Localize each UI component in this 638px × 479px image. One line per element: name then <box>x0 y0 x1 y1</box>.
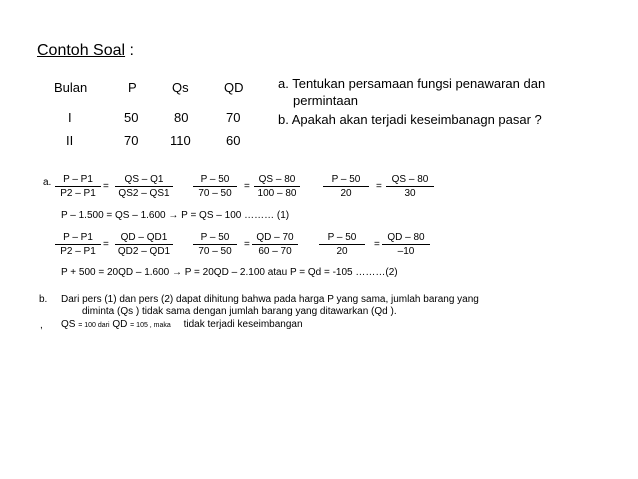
equals-sign: = <box>103 239 109 250</box>
title-colon: : <box>125 42 134 59</box>
title-label: Contoh Soal <box>37 42 126 59</box>
solution-b-line2: diminta (Qs ) tidak sama dengan jumlah barang yang ditawarkan (Qd ). <box>82 306 397 317</box>
conclusion-mid: = 100 dari <box>78 322 110 329</box>
table-cell: 60 <box>226 133 241 148</box>
conclusion-mid2: = 105 , maka <box>130 322 171 329</box>
solution-b-line1: Dari pers (1) dan pers (2) dapat dihitung bahwa pada harga P yang sama, jumlah barang yang <box>61 294 479 305</box>
supply-fraction-2: $\frac{QS - Q1}{QS2 - QS1}$ <box>115 174 173 199</box>
page-title <box>37 42 134 60</box>
conclusion-line <box>61 319 303 330</box>
demand-fraction-4: $\frac{QD - 70}{60 - 70}$ <box>252 232 298 257</box>
table-header-qd: QD <box>224 80 244 95</box>
demand-fraction-1: $\frac{P - P1}{P2 - P1}$ <box>55 232 101 257</box>
demand-fraction-2: $\frac{QD - QD1}{QD2 - QD1}$ <box>115 232 173 257</box>
table-cell: 70 <box>124 133 139 148</box>
demand-result: P + 500 = 20QD – 1.600 → P = 20QD – 2.100 atau P = Qd = -105 ………(2) <box>61 267 398 278</box>
conclusion-end: tidak terjadi keseimbangan <box>183 319 303 330</box>
supply-fraction-5: $\frac{P - 50}{20}$ <box>323 174 369 199</box>
table-cell: 80 <box>174 110 189 125</box>
demand-fraction-5: $\frac{P - 50}{20}$ <box>319 232 365 257</box>
demand-fraction-3: $\frac{P - 50}{70 - 50}$ <box>193 232 237 257</box>
equals-sign: = <box>376 181 382 192</box>
equals-sign: = <box>244 181 250 192</box>
table-header-bulan: Bulan <box>54 80 88 95</box>
supply-result: P – 1.500 = QS – 1.600 → P = QS – 100 ……… (1) <box>61 210 290 221</box>
solution-a-label: a. <box>43 177 52 188</box>
table-cell: II <box>66 133 74 148</box>
table-cell: 110 <box>170 133 191 148</box>
table-header-qs: Qs <box>172 80 189 95</box>
supply-fraction-3: $\frac{P - 50}{70 - 50}$ <box>193 174 237 199</box>
solution-b-label: b. <box>39 294 48 305</box>
conclusion-qd: QD <box>112 319 128 330</box>
table-header-p: P <box>128 80 137 95</box>
conclusion-qs: QS <box>61 319 76 330</box>
question-a-line1: a. Tentukan persamaan fungsi penawaran dan <box>278 76 546 91</box>
table-cell: I <box>68 110 72 125</box>
equals-sign: = <box>374 239 380 250</box>
demand-fraction-6: $\frac{QD - 80}{-10}$ <box>382 232 430 257</box>
supply-fraction-6: $\frac{QS - 80}{30}$ <box>386 174 434 199</box>
equals-sign: = <box>103 181 109 192</box>
table-cell: 70 <box>226 110 241 125</box>
supply-fraction-4: $\frac{QS - 80}{100 - 80}$ <box>254 174 300 199</box>
question-b: b. Apakah akan terjadi keseimbanagn pasar ? <box>278 112 542 127</box>
table-cell: 50 <box>124 110 139 125</box>
question-a-line2: permintaan <box>293 93 359 108</box>
supply-fraction-1: $\frac{P - P1}{P2 - P1}$ <box>55 174 101 199</box>
conclusion-label: , <box>40 320 43 331</box>
equals-sign: = <box>244 239 250 250</box>
